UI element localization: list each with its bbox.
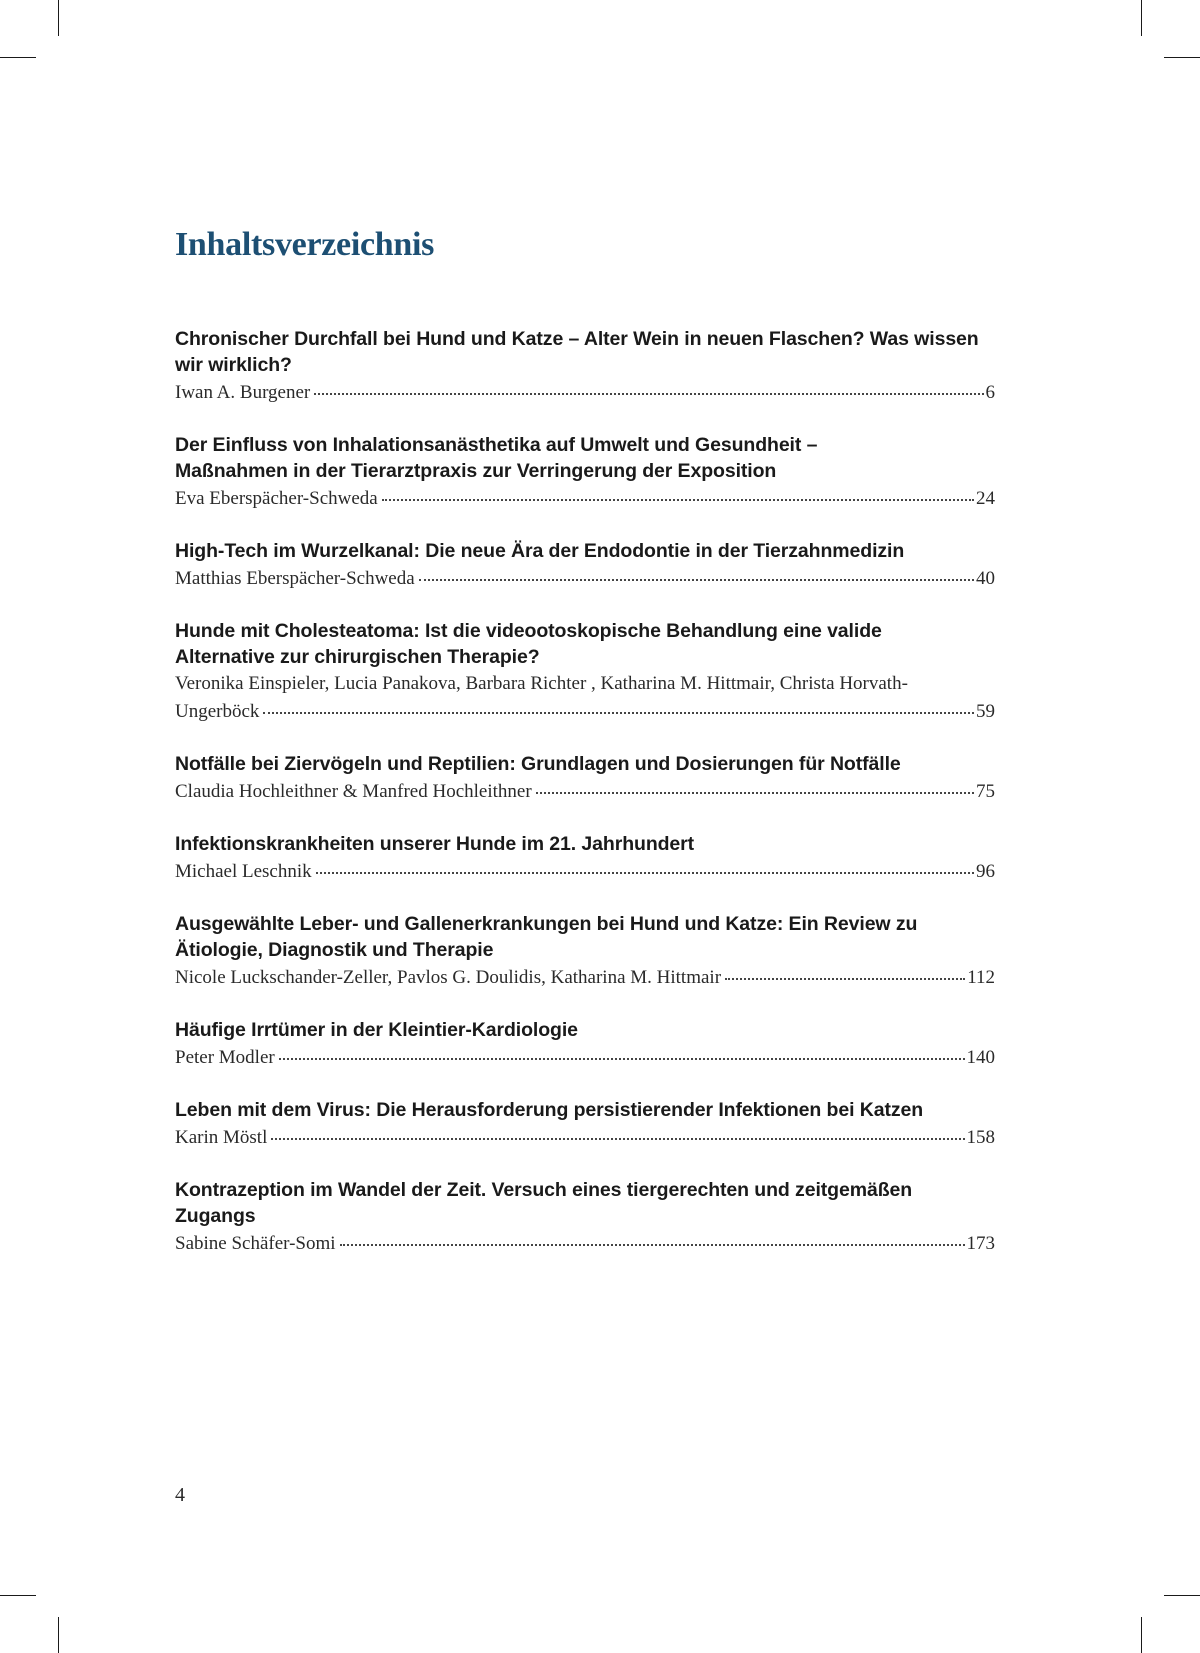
- toc-entry-author: Sabine Schäfer-Somi: [175, 1233, 336, 1254]
- toc-entry-author: Nicole Luckschander-Zeller, Pavlos G. Doulidis, Katharina M. Hittmair: [175, 967, 722, 988]
- toc-entry-author: Peter Modler: [175, 1047, 275, 1068]
- toc-entry-title: Kontrazeption im Wandel der Zeit. Versuch eines tiergerechten und zeitgemäßen Zugangs: [175, 1179, 913, 1227]
- toc-entry-page: 173: [966, 1233, 995, 1254]
- crop-mark-bottom-left: [58, 1617, 59, 1653]
- toc-entry-line: [175, 857, 995, 885]
- toc-list: [175, 326, 995, 1257]
- toc-entry-line: [175, 963, 995, 991]
- toc-entry-title: Ausgewählte Leber- und Gallenerkrankungen bei Hund und Katze: Ein Review zu Ätiologie, Diagnostik und Therapie: [175, 913, 918, 961]
- toc-entry-author: Iwan A. Burgener: [175, 382, 311, 403]
- toc-entry-title: Häufige Irrtümer in der Kleintier-Kardiologie: [175, 1019, 578, 1041]
- toc-entry-author: Claudia Hochleithner & Manfred Hochleithner: [175, 781, 532, 802]
- toc-entry-author-line: Veronika Einspieler, Lucia Panakova, Barbara Richter , Katharina M. Hittmair, Christa Horvath-: [175, 673, 908, 694]
- toc-entry-title: Chronischer Durchfall bei Hund und Katze – Alter Wein in neuen Flaschen? Was wissen wir wirklich?: [175, 328, 979, 376]
- dot-leader: [536, 777, 974, 797]
- toc-entry-page: 158: [966, 1127, 995, 1148]
- crop-mark-top-left-h: [0, 57, 36, 58]
- toc-entry-title: Notfälle bei Ziervögeln und Reptilien: Grundlagen und Dosierungen für Notfälle: [175, 753, 901, 775]
- toc-entry[interactable]: [175, 1097, 995, 1151]
- toc-entry-author: Eva Eberspächer-Schweda: [175, 488, 378, 509]
- toc-entry[interactable]: [175, 911, 995, 991]
- toc-entry-page: 40: [976, 568, 995, 589]
- dot-leader: [382, 484, 974, 504]
- toc-entry-title: Infektionskrankheiten unserer Hunde im 21. Jahrhundert: [175, 833, 695, 855]
- page-number: 4: [175, 1484, 185, 1506]
- toc-entry-author: Matthias Eberspächer-Schweda: [175, 568, 415, 589]
- crop-mark-bottom-right-h: [1164, 1595, 1200, 1596]
- dot-leader: [271, 1123, 964, 1143]
- toc-entry-page: 59: [976, 701, 995, 722]
- toc-entry-line: [175, 1043, 995, 1071]
- toc-entry-title: Der Einfluss von Inhalationsanästhetika auf Umwelt und Gesundheit – Maßnahmen in der Tierarztpraxis zur Verringerung der Exposition: [175, 434, 818, 482]
- toc-entry-title: Leben mit dem Virus: Die Herausforderung persistierender Infektionen bei Katzen: [175, 1099, 924, 1121]
- toc-entry-page: 24: [976, 488, 995, 509]
- dot-leader: [314, 378, 983, 398]
- toc-entry[interactable]: [175, 618, 995, 725]
- toc-entry-line: [175, 484, 995, 512]
- toc-entry[interactable]: [175, 538, 995, 592]
- crop-mark-top-right-h: [1164, 57, 1200, 58]
- dot-leader: [340, 1229, 965, 1249]
- crop-mark-bottom-right: [1141, 1617, 1142, 1653]
- crop-mark-top-right: [1141, 0, 1142, 36]
- toc-entry-page: 75: [976, 781, 995, 802]
- page-title: Inhaltsverzeichnis: [175, 226, 435, 263]
- dot-leader: [279, 1043, 965, 1063]
- toc-entry-line: [175, 777, 995, 805]
- toc-entry-line: [175, 1229, 995, 1257]
- toc-entry[interactable]: [175, 1017, 995, 1071]
- toc-entry-line: [175, 378, 995, 406]
- toc-entry-author: Karin Möstl: [175, 1127, 268, 1148]
- crop-mark-top-left: [58, 0, 59, 36]
- toc-entry-page: 96: [976, 861, 995, 882]
- dot-leader: [725, 963, 965, 983]
- toc-entry[interactable]: [175, 432, 995, 512]
- toc-entry[interactable]: [175, 1177, 995, 1257]
- toc-entry[interactable]: [175, 831, 995, 885]
- toc-entry-line: [175, 564, 995, 592]
- dot-leader: [263, 697, 974, 717]
- dot-leader: [316, 857, 974, 877]
- toc-entry-page: 6: [985, 382, 995, 403]
- toc-entry[interactable]: [175, 751, 995, 805]
- toc-entry[interactable]: [175, 326, 995, 406]
- toc-entry-page: 140: [966, 1047, 995, 1068]
- dot-leader: [419, 564, 974, 584]
- toc-entry-page: 112: [967, 967, 995, 988]
- toc-entry-title: High-Tech im Wurzelkanal: Die neue Ära der Endodontie in der Tierzahnmedizin: [175, 540, 905, 562]
- toc-entry-title: Hunde mit Cholesteatoma: Ist die videootoskopische Behandlung eine valide Alternative zur chirurgischen Therapie?: [175, 620, 882, 668]
- crop-mark-bottom-left-h: [0, 1595, 36, 1596]
- toc-entry-line: [175, 1123, 995, 1151]
- toc-entry-author: Michael Leschnik: [175, 861, 312, 882]
- toc-entry-line: [175, 697, 995, 725]
- toc-entry-author: Ungerböck: [175, 701, 260, 722]
